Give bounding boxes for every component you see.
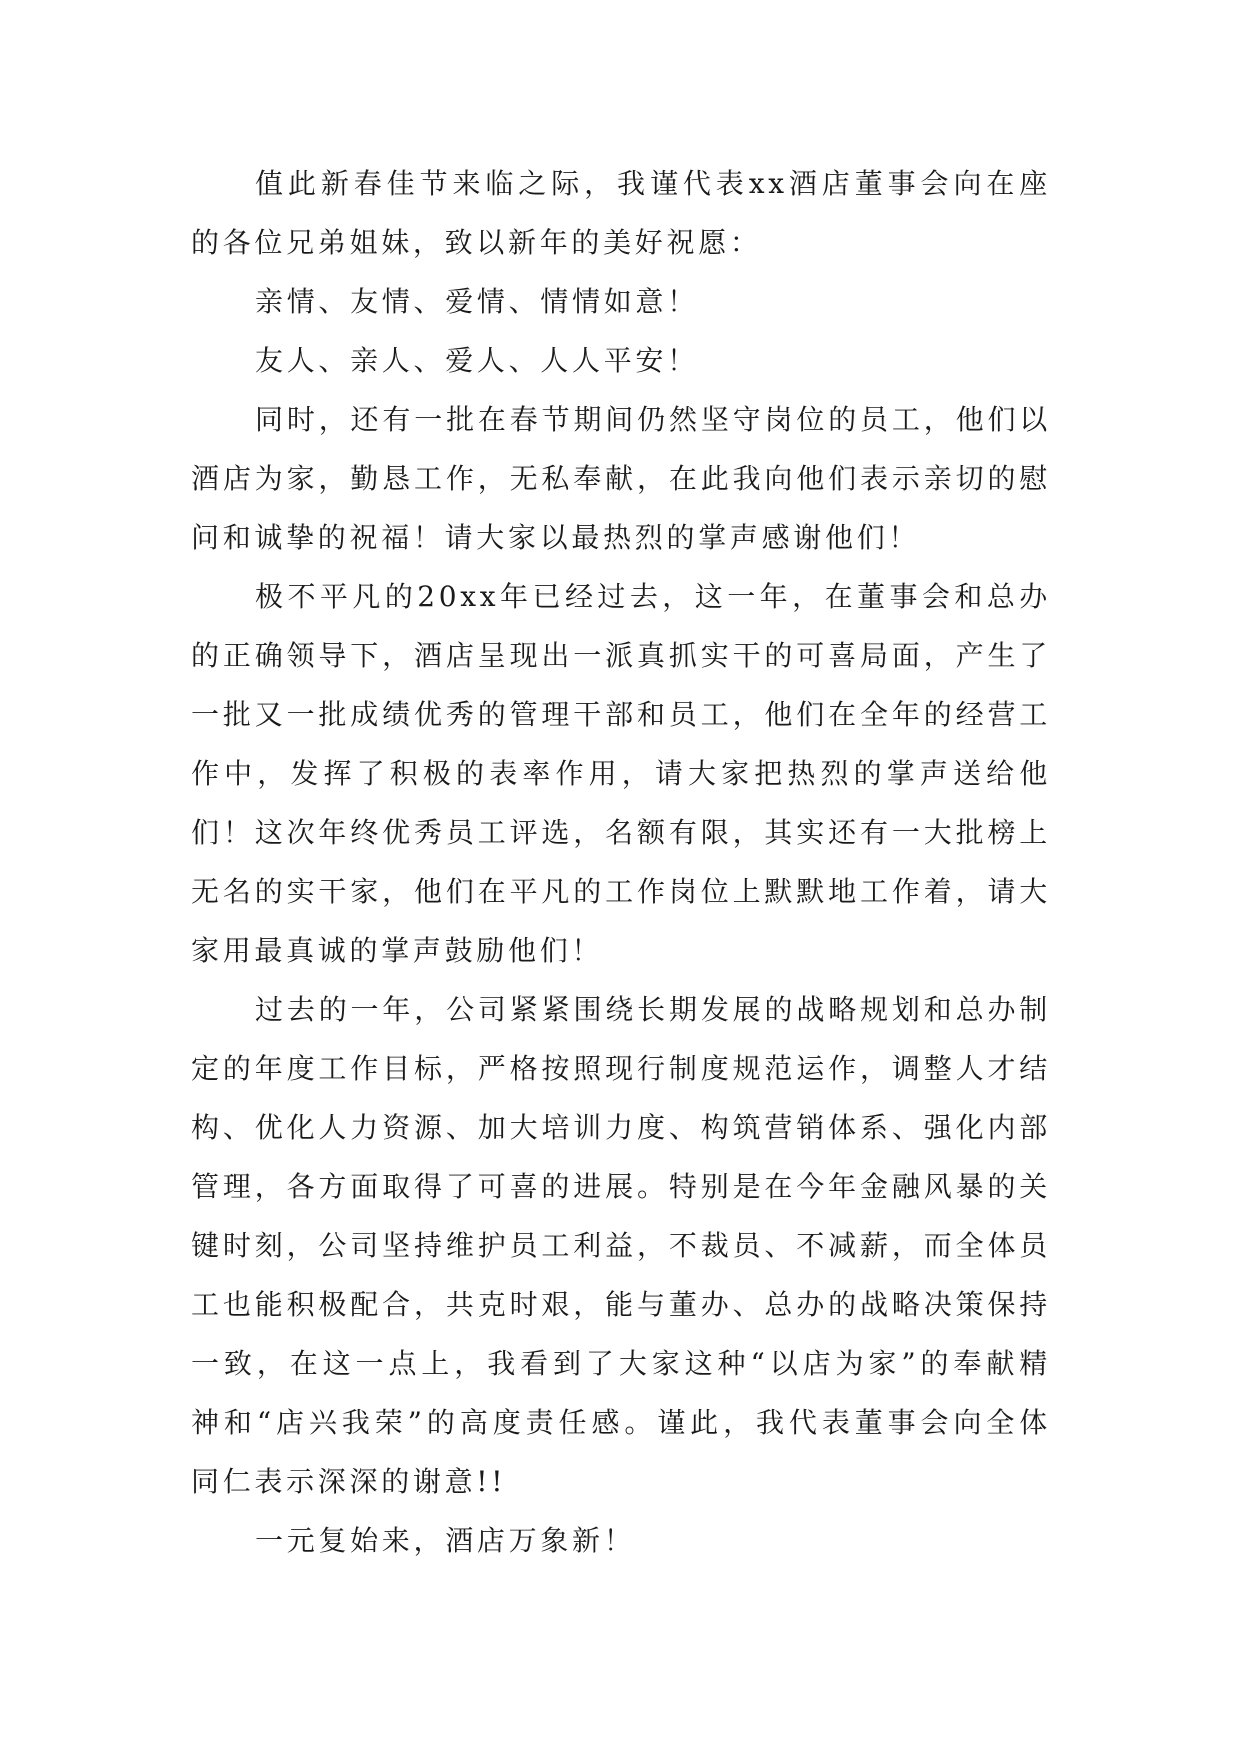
paragraph-year-review: 极不平凡的20xx年已经过去，这一年，在董事会和总办的正确领导下，酒店呈现出一派真抓实干的可喜局面，产生了一批又一批成绩优秀的管理干部和员工，他们在全年的经营工作中，发挥了积极的表率作用，请大家把热烈的掌声送给他们！这次年终优秀员工评选，名额有限，其实还有一大批榜上无名的实干家，他们在平凡的工作岗位上默默地工作着，请大家用最真诚的掌声鼓励他们！ <box>191 580 1051 967</box>
paragraph-staff-thanks: 同时，还有一批在春节期间仍然坚守岗位的员工，他们以酒店为家，勤恳工作，无私奉献，在此我向他们表示亲切的慰问和诚挚的祝福！请大家以最热烈的掌声感谢他们！ <box>191 403 1051 554</box>
paragraph-wish-safety: 友人、亲人、爱人、人人平安！ <box>255 344 699 377</box>
paragraph-company-progress: 过去的一年，公司紧紧围绕长期发展的战略规划和总办制定的年度工作目标，严格按照现行制度规范运作，调整人才结构、优化人力资源、加大培训力度、构筑营销体系、强化内部管理，各方面取得了可喜的进展。特别是在今年金融风暴的关键时刻，公司坚持维护员工利益，不裁员、不减薪，而全体员工也能积极配合，共克时艰，能与董办、总办的战略决策保持一致，在这一点上，我看到了大家这种“以店为家”的奉献精神和“店兴我荣”的高度责任感。谨此，我代表董事会向全体同仁表示深深的谢意!! <box>191 993 1051 1498</box>
document-body <box>191 154 1051 1570</box>
paragraph-closing: 一元复始来，酒店万象新！ <box>255 1524 636 1557</box>
paragraph-wish-affection: 亲情、友情、爱情、情情如意！ <box>255 285 699 318</box>
paragraph-greeting: 值此新春佳节来临之际，我谨代表xx酒店董事会向在座的各位兄弟姐妹，致以新年的美好祝愿： <box>191 167 1051 259</box>
